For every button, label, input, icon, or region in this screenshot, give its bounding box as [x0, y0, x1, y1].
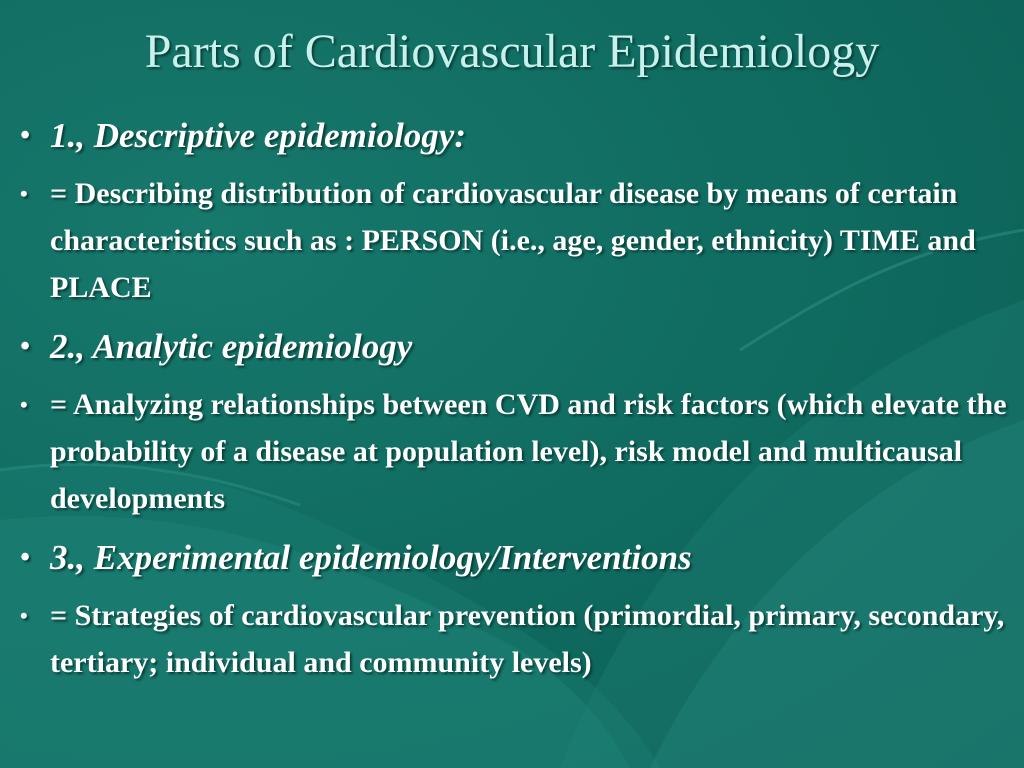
- bullet-icon: •: [20, 392, 28, 417]
- bullet-icon: •: [20, 181, 28, 206]
- bullet-icon: •: [20, 542, 30, 573]
- item-text: = Describing distribution of cardiovascular disease by means of certain characteristics such as : PERSON (i.e., age, gender, ethnicity) TIME and PLACE: [50, 177, 976, 304]
- list-item: [18, 592, 1008, 686]
- item-text: 1., Descriptive epidemiology:: [50, 116, 466, 155]
- bullet-icon: •: [20, 603, 28, 628]
- bullet-list: [18, 112, 1008, 698]
- bullet-icon: •: [20, 120, 30, 151]
- item-text: 2., Analytic epidemiology: [50, 327, 413, 366]
- slide-title: Parts of Cardiovascular Epidemiology: [144, 25, 880, 78]
- list-item: [18, 112, 1008, 160]
- list-item: [18, 170, 1008, 311]
- item-text: = Analyzing relationships between CVD and risk factors (which elevate the probability of a disease at population level), risk model and multicausal developments: [50, 388, 1007, 515]
- item-text: = Strategies of cardiovascular prevention (primordial, primary, secondary, tertiary; individual and community levels): [50, 599, 1005, 679]
- bullet-icon: •: [20, 331, 30, 362]
- list-item: [18, 323, 1008, 371]
- list-item: [18, 381, 1008, 522]
- item-text: 3., Experimental epidemiology/Interventions: [50, 538, 692, 577]
- list-item: [18, 534, 1008, 582]
